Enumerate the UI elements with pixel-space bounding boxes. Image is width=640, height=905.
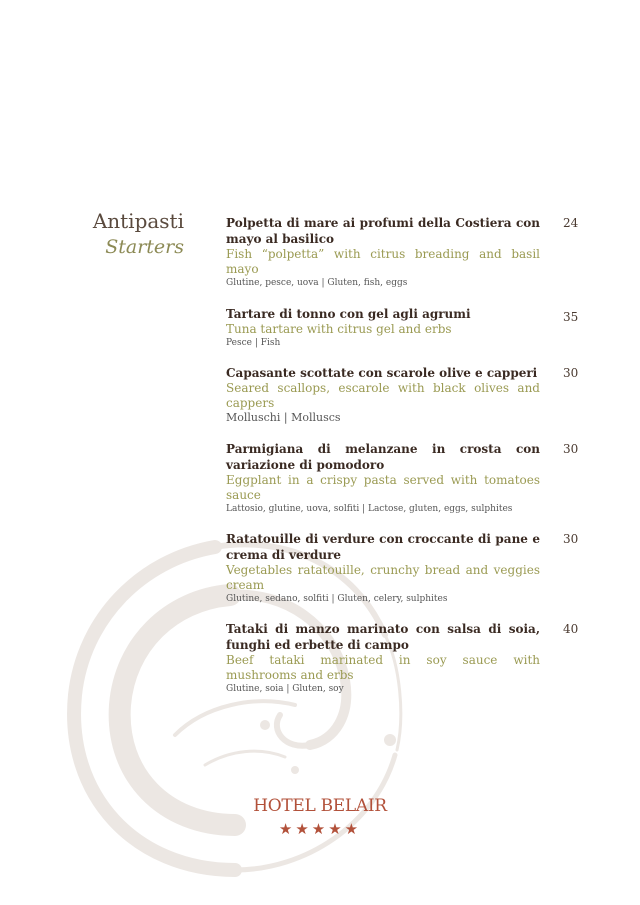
dish-description: Vegetables ratatouille, crunchy bread and veggies cream: [226, 563, 540, 592]
menu-item: [226, 306, 581, 349]
dish-name: Capasante scottate con scarole olive e capperi: [226, 366, 538, 380]
dish-allergens: Glutine, sedano, solfiti | Gluten, celery, sulphites: [226, 594, 448, 604]
dish-price: 30: [563, 532, 579, 546]
dish-price: 24: [563, 216, 579, 230]
section-title-italian: Antipasti: [92, 209, 184, 233]
star-rating: ★★★★★: [278, 820, 362, 838]
dish-allergens: Molluschi | Molluscs: [226, 411, 341, 424]
dish-allergens: Pesce | Fish: [226, 338, 281, 348]
dish-price: 35: [563, 310, 579, 324]
dish-allergens: Glutine, soia | Gluten, soy: [226, 684, 344, 694]
menu-item: [226, 441, 581, 515]
dish-price: 30: [563, 442, 579, 456]
dish-price: 40: [563, 622, 579, 636]
dish-name: Parmigiana di melanzane in crosta con variazione di pomodoro: [226, 442, 540, 472]
hotel-name: HOTEL BELAIR: [253, 796, 387, 816]
dish-name: Polpetta di mare ai profumi della Costiera con mayo al basilico: [226, 216, 540, 246]
menu-item: [226, 531, 581, 605]
dish-description: Fish “polpetta” with citrus breading and basil mayo: [226, 247, 540, 276]
dish-description: Tuna tartare with citrus gel and erbs: [226, 322, 452, 336]
dish-name: Tataki di manzo marinato con salsa di soia, funghi ed erbette di campo: [226, 622, 540, 652]
menu-item: [226, 215, 581, 289]
section-heading: [0, 208, 184, 260]
dish-price: 30: [563, 366, 579, 380]
dish-name: Tartare di tonno con gel agli agrumi: [226, 307, 471, 321]
dish-name: Ratatouille di verdure con croccante di pane e crema di verdure: [226, 532, 540, 562]
menu-item: [226, 621, 581, 695]
menu-list: [226, 215, 581, 695]
dish-description: Seared scallops, escarole with black olives and cappers: [226, 381, 540, 410]
hotel-brand: [0, 796, 640, 838]
dish-description: Beef tataki marinated in soy sauce with mushrooms and erbs: [226, 653, 540, 682]
dish-allergens: Glutine, pesce, uova | Gluten, fish, eggs: [226, 278, 408, 288]
menu-item: [226, 365, 581, 425]
section-title-english: Starters: [105, 236, 184, 258]
dish-description: Eggplant in a crispy pasta served with tomatoes sauce: [226, 473, 540, 502]
dish-allergens: Lattosio, glutine, uova, solfiti | Lactose, gluten, eggs, sulphites: [226, 504, 513, 514]
